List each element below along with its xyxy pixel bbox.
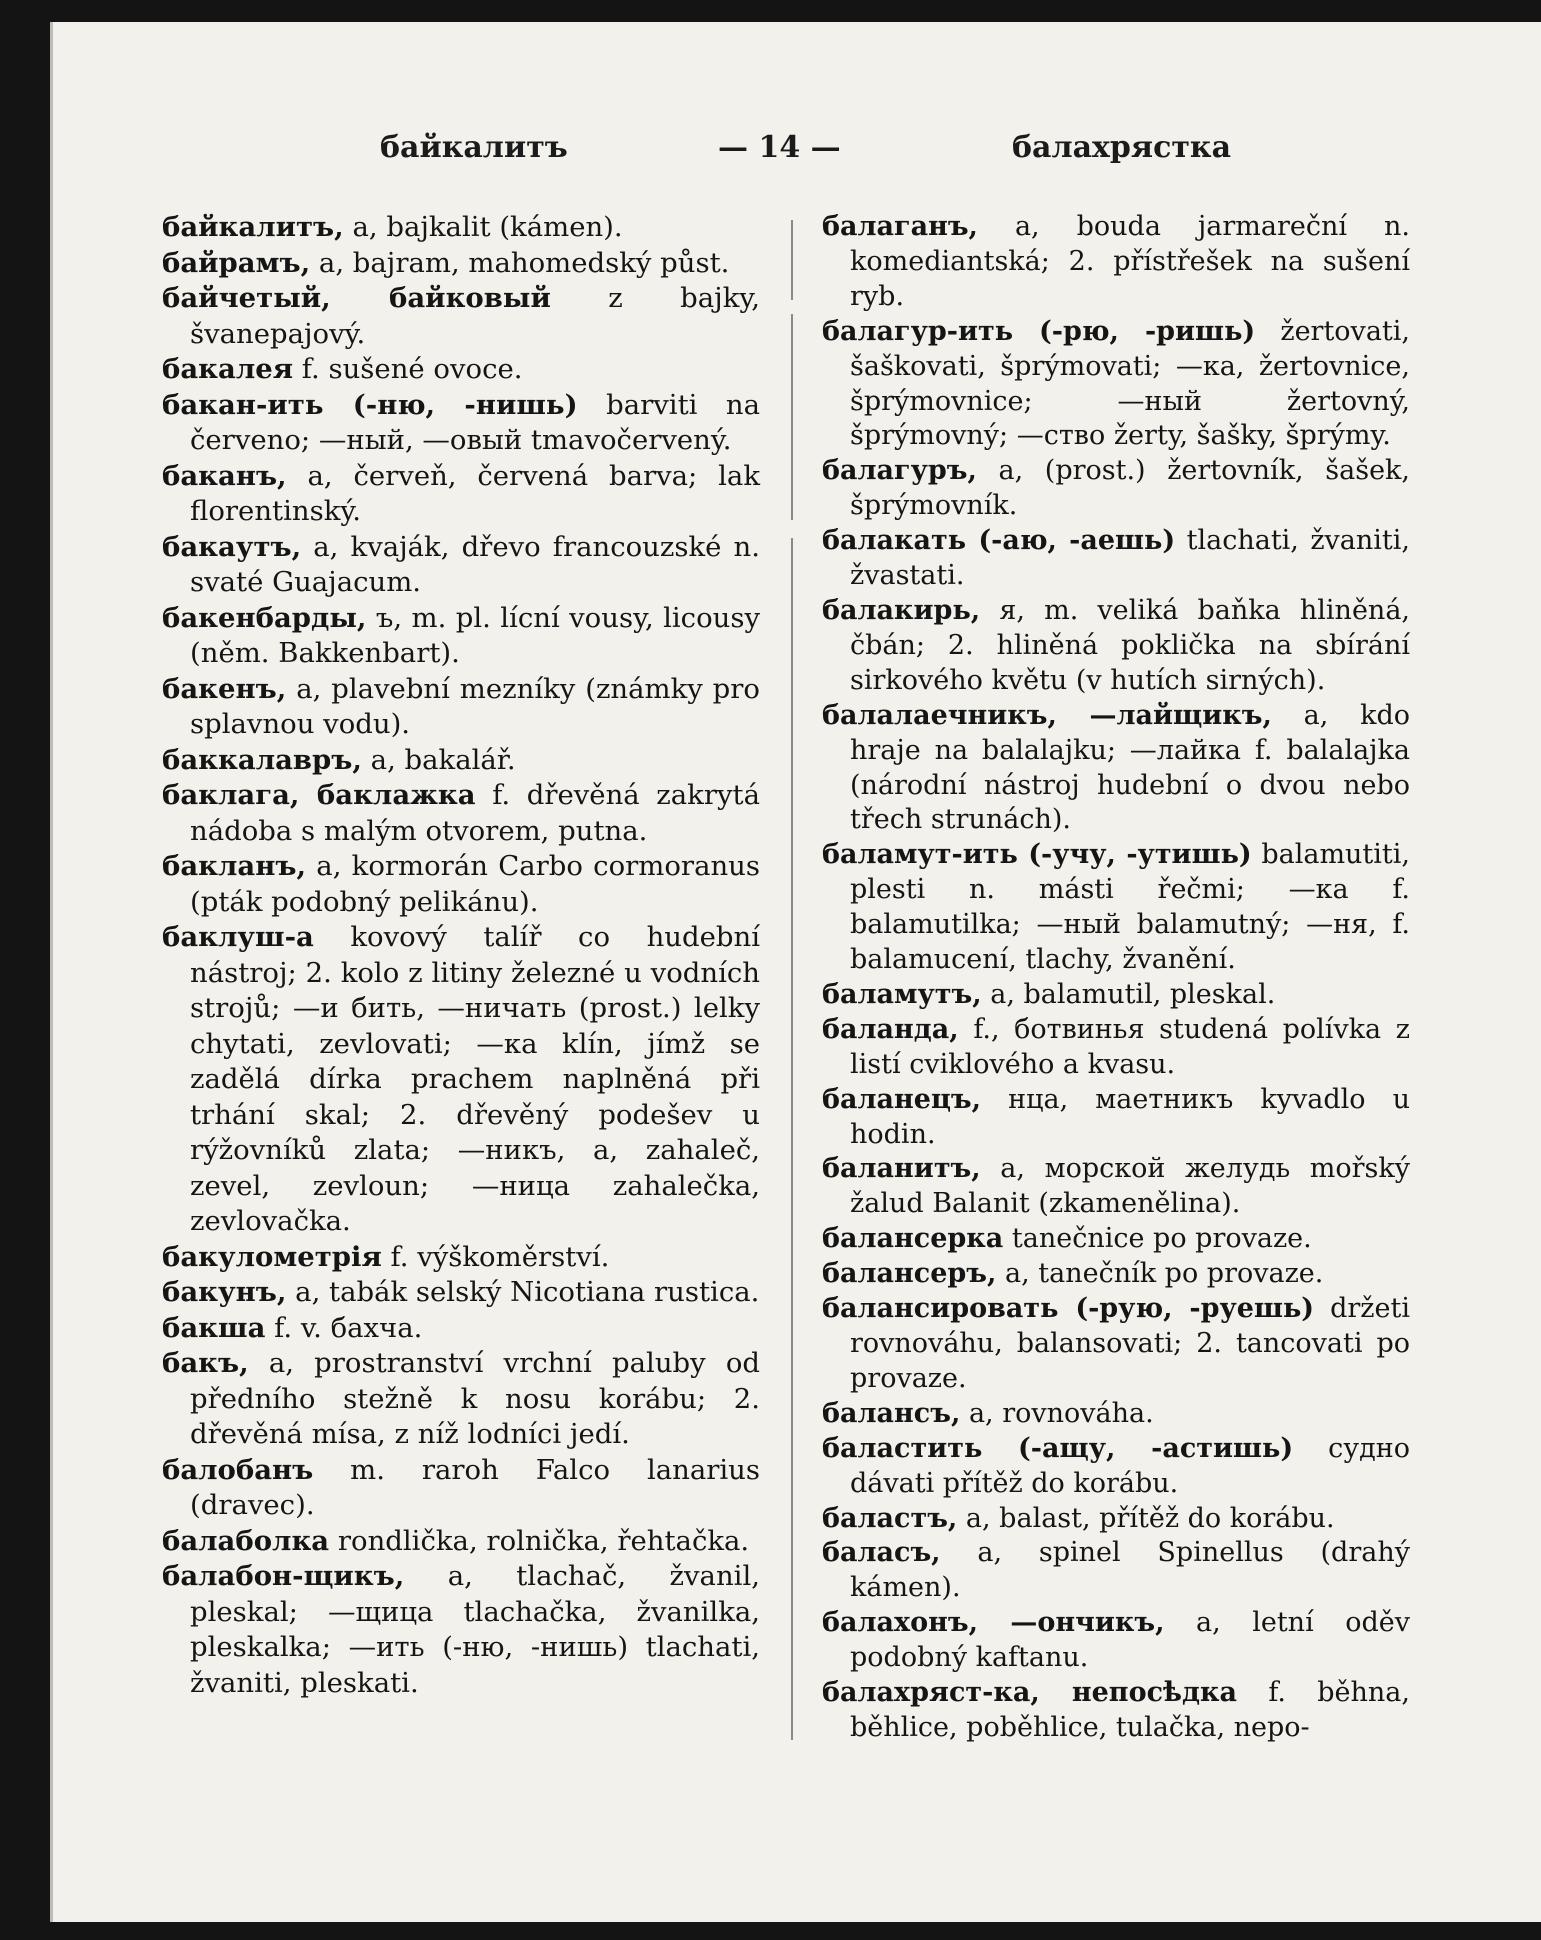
dictionary-entry xyxy=(162,388,760,459)
entry-headword: балакать (-аю, -аешь) xyxy=(822,525,1176,557)
entry-headword: бакан-ить (-ню, -нишь) xyxy=(162,388,578,421)
entry-definition: f. v. бахча. xyxy=(274,1311,423,1344)
dictionary-entry xyxy=(822,1013,1410,1083)
entry-definition: a, tlachač, žvanil, pleskal; —щица tlachačka, žvanilka, pleskalka; —ить (-ню, -нишь) tlachati, žvaniti, pleskati. xyxy=(190,1560,760,1699)
entry-definition: a, tabák selský Nicotiana rustica. xyxy=(295,1276,760,1308)
entry-definition: a, kvaják, dřevo francouzské n. svaté Guajacum. xyxy=(190,530,761,598)
dictionary-entry xyxy=(162,1524,760,1560)
dictionary-entry xyxy=(822,1083,1410,1153)
running-head-right: балахрястка xyxy=(1012,130,1232,165)
dictionary-entry xyxy=(822,454,1410,524)
dictionary-entry xyxy=(822,524,1410,594)
dictionary-entry xyxy=(162,601,760,672)
entry-definition: držeti rovnováhu, balansovati; 2. tancovati po provaze. xyxy=(850,1293,1410,1394)
entry-headword: балалаечникъ, —лайщикъ, xyxy=(822,699,1272,731)
entry-headword: баламут-ить (-учу, -утишь) xyxy=(822,839,1252,871)
column-divider xyxy=(791,220,793,1740)
entry-headword: бакаутъ, xyxy=(162,530,302,563)
page-number: — 14 — xyxy=(718,130,841,165)
dictionary-entry xyxy=(822,1502,1410,1537)
dictionary-entry xyxy=(162,1275,760,1311)
entry-definition: kovový talíř co hudební nástroj; 2. kolo z litiny železné u vodních strojů; —и бить, —ничать (prost.) lelky chytati, zevlovati; —ка klín, jímž se zadělá dírka prachem naplněná při trhání skal; 2. dřevěný podešev u rýžovníků zlata; —никъ, a, zahaleč, zevel, zevloun; —ница zahalečka, zevlovačka. xyxy=(190,921,760,1237)
entry-headword: баластъ, xyxy=(822,1502,958,1534)
entry-headword: балансерка xyxy=(822,1223,1004,1255)
entry-headword: баластить (-ащу, -астишь) xyxy=(822,1432,1294,1464)
entry-headword: баланецъ, xyxy=(822,1083,982,1115)
dictionary-entry xyxy=(822,1536,1410,1606)
entry-definition: balamutiti, plesti n. másti řečmi; —ка f. balamutilka; —ный balamutný; —ня, f. balamucení, tlachy, žvanění. xyxy=(850,839,1410,976)
entry-headword: баканъ, xyxy=(162,459,287,492)
entry-headword: балагуръ, xyxy=(822,455,977,487)
entry-headword: балахонъ, —ончикъ, xyxy=(822,1607,1165,1639)
entry-definition: f. výškoměrství. xyxy=(390,1240,610,1273)
entry-definition: a, letní oděv podobný kaftanu. xyxy=(850,1607,1410,1674)
dictionary-entry xyxy=(822,1292,1410,1397)
entry-headword: бакенбарды, xyxy=(162,601,367,634)
entry-headword: баклуш-а xyxy=(162,921,314,953)
dictionary-entry xyxy=(162,672,760,743)
entry-headword: баласъ, xyxy=(822,1537,941,1569)
entry-definition: f. dřevěná zakrytá nádoba s malým otvorem, putna. xyxy=(190,779,760,847)
dictionary-entry xyxy=(162,459,760,530)
entry-headword: баклага, баклажка xyxy=(162,779,476,811)
dictionary-entry xyxy=(822,1432,1410,1502)
entry-definition: a, rovnováha. xyxy=(968,1397,1154,1429)
entry-headword: байрамъ, xyxy=(162,246,311,279)
entry-definition: нца, маетникъ kyvadlo u hodin. xyxy=(850,1083,1411,1150)
entry-headword: балаболка xyxy=(162,1524,330,1557)
entry-headword: балансеръ, xyxy=(822,1258,997,1290)
dictionary-entry xyxy=(822,1257,1410,1292)
entry-headword: балакирь, xyxy=(822,594,981,626)
left-column xyxy=(162,210,760,1701)
entry-headword: балансъ, xyxy=(822,1397,961,1429)
entry-headword: балобанъ xyxy=(162,1453,314,1486)
dictionary-entry xyxy=(162,778,760,849)
dictionary-entry xyxy=(162,246,760,282)
entry-definition: a, bajram, mahomedský půst. xyxy=(318,246,730,279)
entry-headword: бакланъ, xyxy=(162,850,307,882)
dictionary-entry xyxy=(162,210,760,246)
dictionary-entry xyxy=(162,530,760,601)
column-divider-gap xyxy=(791,520,793,538)
dictionary-entry xyxy=(162,352,760,388)
entry-headword: бакенъ, xyxy=(162,672,287,705)
entry-definition: f. sušené ovoce. xyxy=(301,353,523,385)
dictionary-entry xyxy=(162,849,760,920)
entry-headword: балахряст-ка, непосѣдка xyxy=(822,1677,1237,1709)
entry-definition: a, prostranství vrchní paluby od předního stežně k nosu korábu; 2. dřevěná mísa, z níž lodníci jedí. xyxy=(190,1347,760,1450)
dictionary-entry xyxy=(162,1311,760,1347)
dictionary-entry xyxy=(822,838,1410,978)
dictionary-entry xyxy=(822,594,1410,699)
entry-definition: a, bouda jarmareční n. komediantská; 2. přístřešek na sušení ryb. xyxy=(850,211,1410,312)
dictionary-entry xyxy=(822,210,1410,315)
entry-headword: байкалитъ, xyxy=(162,211,344,243)
running-head-left: байкалитъ xyxy=(380,130,568,165)
dictionary-entry xyxy=(822,315,1410,455)
entry-headword: балагур-ить (-рю, -ришь) xyxy=(822,315,1256,347)
entry-definition: я, m. veliká baňka hliněná, čbán; 2. hliněná poklička na sbírání sirkového květu (v hutích sirných). xyxy=(850,594,1410,696)
entry-headword: балабон-щикъ, xyxy=(162,1560,405,1592)
right-column xyxy=(822,210,1410,1746)
entry-headword: бакалея xyxy=(162,353,294,385)
entry-headword: баланда, xyxy=(822,1013,959,1045)
entry-definition: a, морской желудь mořský žalud Balanit (zkamenělina). xyxy=(850,1153,1410,1220)
entry-definition: a, kdo hraje na balalajku; —лайка f. balalajka (národní nástroj hudební o dvou nebo třech strunách). xyxy=(850,699,1410,836)
dictionary-entry xyxy=(822,1676,1410,1746)
entry-definition: barviti na červeno; —ный, —овый tmavočervený. xyxy=(190,388,761,456)
entry-headword: байчетый, байковый xyxy=(162,282,551,314)
entry-definition: f., ботвинья studená polívka z listí cviklového a kvasu. xyxy=(850,1013,1410,1080)
entry-headword: баланитъ, xyxy=(822,1153,981,1185)
entry-definition: a, tanečník po provaze. xyxy=(1005,1258,1324,1290)
entry-headword: балансировать (-рую, -руешь) xyxy=(822,1293,1315,1325)
entry-headword: баламутъ, xyxy=(822,978,982,1010)
entry-headword: баккалавръ, xyxy=(162,743,362,776)
entry-definition: žertovati, šaškovati, šprýmovati; —ка, žertovnice, šprýmovnice; —ный žertovný, šprýmovný; —ство žerty, šašky, šprýmy. xyxy=(850,315,1410,452)
entry-definition: a, plavební mezníky (známky pro splavnou vodu). xyxy=(190,672,760,740)
entry-definition: судно dávati přítěž do korábu. xyxy=(850,1432,1410,1499)
dictionary-entry xyxy=(162,1453,760,1524)
entry-definition: a, spinel Spinellus (drahý kámen). xyxy=(850,1537,1410,1604)
entry-definition: a, kormorán Carbo cormoranus (pták podobný pelikánu). xyxy=(190,850,760,918)
entry-headword: балаганъ, xyxy=(822,211,978,242)
entry-definition: a, červeň, červená barva; lak florentinský. xyxy=(190,459,760,527)
entry-definition: a, (prost.) žertovník, šašek, šprýmovník. xyxy=(850,455,1410,522)
entry-definition: tlachati, žvaniti, žvastati. xyxy=(850,525,1410,592)
dictionary-entry xyxy=(822,699,1410,839)
dictionary-entry xyxy=(822,1152,1410,1222)
dictionary-entry xyxy=(162,1346,760,1453)
entry-definition: m. raroh Falco lanarius (dravec). xyxy=(190,1453,761,1521)
column-divider-gap xyxy=(791,300,793,314)
entry-definition: a, balast, přítěž do korábu. xyxy=(965,1502,1335,1534)
entry-headword: бакунъ, xyxy=(162,1276,287,1308)
entry-definition: a, bakalář. xyxy=(370,743,516,776)
dictionary-entry xyxy=(162,1559,760,1701)
entry-definition: z bajky, švanepajový. xyxy=(190,282,760,350)
dictionary-entry xyxy=(822,1397,1410,1432)
entry-definition: rondlička, rolnička, řehtačka. xyxy=(337,1524,750,1557)
dictionary-entry xyxy=(162,743,760,779)
entry-headword: бакша xyxy=(162,1311,266,1344)
entry-definition: a, bajkalit (kámen). xyxy=(352,211,623,243)
dictionary-entry xyxy=(162,281,760,352)
entry-headword: бакулометрія xyxy=(162,1240,382,1273)
dictionary-entry xyxy=(822,1222,1410,1257)
dictionary-entry xyxy=(822,1606,1410,1676)
dictionary-entry xyxy=(162,1240,760,1276)
entry-definition: f. běhna, běhlice, poběhlice, tulačka, nepo- xyxy=(850,1677,1410,1743)
entry-definition: ъ, m. pl. lícní vousy, licousy (něm. Bakkenbart). xyxy=(190,601,760,669)
dictionary-entry xyxy=(162,920,760,1240)
dictionary-entry xyxy=(822,978,1410,1013)
entry-definition: tanečnice po provaze. xyxy=(1011,1223,1312,1255)
entry-definition: a, balamutil, pleskal. xyxy=(990,978,1276,1010)
entry-headword: бакъ, xyxy=(162,1347,249,1379)
